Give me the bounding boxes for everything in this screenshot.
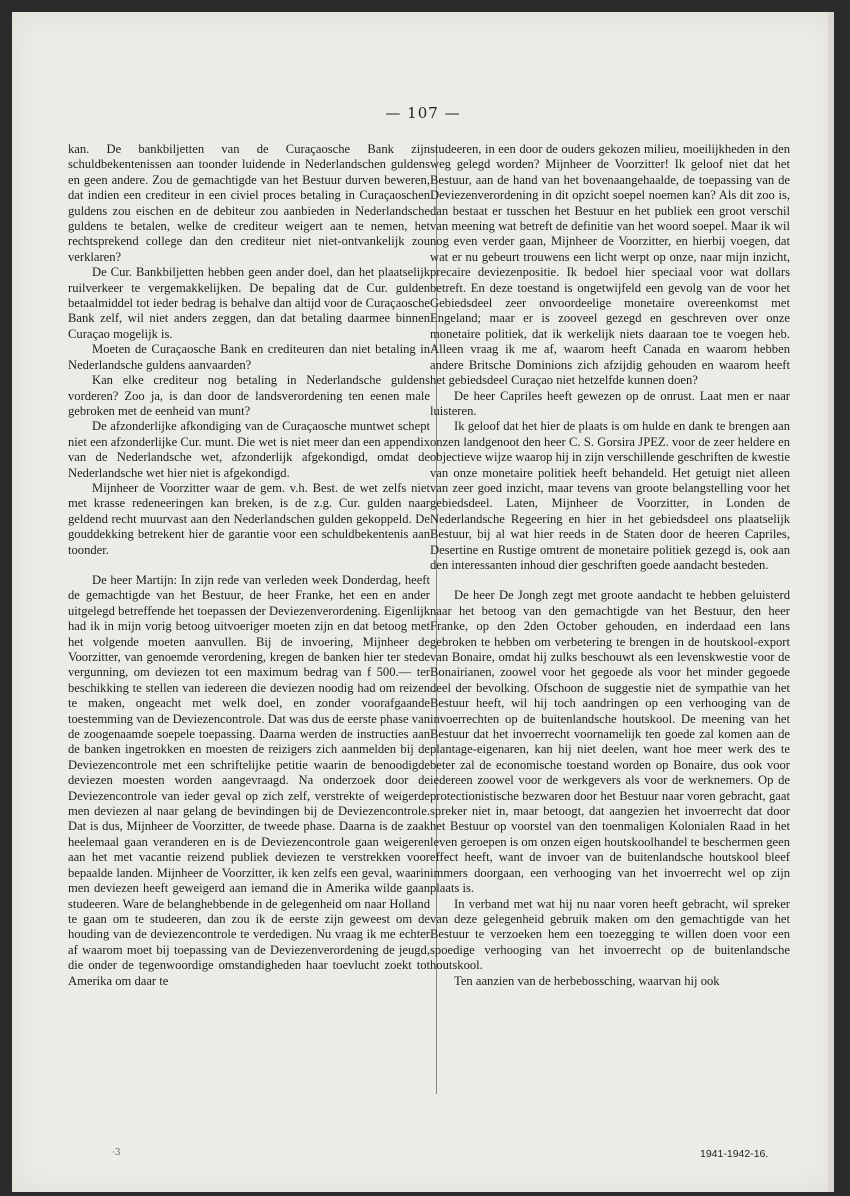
footer-reference: 1941-1942-16. [700, 1148, 769, 1160]
paragraph: studeeren, in een door de ouders gekozen milieu, moeilijkheden in den weg gelegd worden? Mijnheer de Voorzitter! Ik geloof niet dat het Bestuur, aan de hand van het bovenaangehaalde, de toepassing van de Deviezenverordening in dit opzicht soepel noemen kan? Als dit zoo is, dan bestaat er tusschen het Bestuur en het publiek een groot verschil van meening wat betreft de definitie van het woord soepel. Maar ik wil nog even verder gaan, Mijnheer de Voorzitter, en hierbij voegen, dat wat er nu gebeurt trouwens een licht werpt op onze, naar mijn inzicht, precaire deviezenpositie. Ik bedoel hier speciaal voor wat dollars betreft. En deze toestand is ongetwijfeld een gevolg van de voor het Gebiedsdeel zeer onvoordeelige monetaire overeenkomst met Engeland; maar er is zooveel gezegd en geschreven over onze monetaire politiek, dat ik werkelijk niets daaraan toe te voegen heb. Alleen vraag ik me af, waarom heeft Canada en waarom hebben andere Britsche Dominions zich afzijdig gehouden en waarom heeft het gebiedsdeel Curaçao niet hetzelfde kunnen doen? [430, 142, 790, 388]
paragraph: De heer Capriles heeft gewezen op de onrust. Laat men er naar luisteren. [430, 388, 790, 418]
paragraph: De heer De Jongh zegt met groote aandacht te hebben geluisterd naar het betoog van den gemachtigde van het Bestuur, den heer Franke, op den 2den October gehouden, en inderdaad een lans gebroken te hebben om verbetering te brengen in de houtskool-export van Bonaire, omdat hij zulks beschouwt als een levenskwestie voor de Bonairianen, zoowel voor het gegoede als voor het minder gegoede deel der bevolking. Ofschoon de suggestie niet de sympathie van het Bestuur heeft, wil hij toch aandringen op een verhooging van de invoerrechten op de buitenlandsche houtskool. De meening van het Bestuur dat het invoerrecht voornamelijk ten goede zal komen aan de plantage-eigenaren, kan hij niet deelen, want hoe meer werk des te beter zal de economische toestand worden op Bonaire, dus ook voor iedereen zoowel voor de werkgevers als voor de werknemers. Op de protectionistische bezwaren door het Bestuur naar voren gebracht, gaat spreker niet in, maar betoogt, dat aangezien het invoerrecht dat door het Bestuur op voorstel van den toenmaligen Kolonialen Raad in het leven geroepen is om onzen eigen houtskoolhandel te beschermen geen effect heeft, want de invoer van de buitenlandsche houtskool bleef immers doorgaan, een verhooging van het invoerrecht wel op zijn plaats is. [430, 588, 790, 896]
corner-mark: ·3 [112, 1148, 121, 1158]
paragraph: Ik geloof dat het hier de plaats is om hulde en dank te brengen aan onzen landgenoot den heer C. S. Gorsira JPEZ. voor de zeer heldere en objectieve wijze waarop hij in zijn verschillende geschriften de kwestie van onze monetaire politiek heeft behandeld. Het getuigt niet alleen van zeer goed inzicht, maar tevens van groote belangstelling voor het gebiedsdeel. Laten, Mijnheer de Voorzitter, in Londen de Nederlandsche Regeering en hier in het gebiedsdeel ons plaatselijk Bestuur, bij al wat hier reeds in de Staten door de heeren Capriles, Desertine en Rustige omtrent de monetaire politiek gezegd is, ook aan den interessanten inhoud dier geschriften goede aandacht besteden. [430, 419, 790, 572]
page-number: — 107 — [385, 104, 461, 122]
paragraph: Kan elke crediteur nog betaling in Nederlandsche guldens vorderen? Zoo ja, is dan door de landsverordening ten eenen male gebroken met de eenheid van munt? [68, 373, 430, 418]
paragraph: Ten aanzien van de herbebossching, waarvan hij ook [454, 973, 720, 988]
paragraph: In verband met wat hij nu naar voren heeft gebracht, wil spreker van deze gelegenheid gebruik maken om den gemachtigde van het Bestuur te verzoeken hem een toezegging te willen doen voor een spoedige verhooging van het invoerrecht op de buitenlandsche houtskool. [430, 896, 790, 973]
right-column [430, 142, 790, 989]
paragraph: De afzonderlijke afkondiging van de Curaçaosche muntwet schept niet een afzonderlijke Cur. munt. Die wet is niet meer dan een appendix van de Nederlandsche wet, afzonderlijk afgekondigd, omdat de Nederlandsche wet hier niet is afgekondigd. [68, 419, 430, 480]
paragraph: Moeten de Curaçaosche Bank en crediteuren dan niet betaling in Nederlandsche guldens aanvaarden? [68, 342, 430, 372]
document-page [12, 12, 834, 1192]
left-column [68, 142, 430, 989]
paragraph: De Cur. Bankbiljetten hebben geen ander doel, dan het plaatselijk ruilverkeer te vergemakkelijken. De bepaling dat de Cur. gulden betaalmiddel tot ieder bedrag is behalve dan altijd voor de Curaçaosche Bank zelf, wil niet anders zeggen, dan dat betaling daarmee binnen Curaçao mogelijk is. [68, 265, 430, 341]
page-edge [828, 12, 834, 1192]
paragraph: De heer Martijn: In zijn rede van verleden week Donderdag, heeft de gemachtigde van het Bestuur, de heer Franke, het een en ander uitgelegd betreffende het toepassen der Deviezenverordening. Eigenlijk had ik in mijn vorig betoog uitvoeriger moeten zijn en dat betoog met het volgende moeten aanvullen. Bij de invoering, Mijnheer de Voorzitter, van genoemde verordening, kregen de banken hier ter stede vergunning, om deviezen tot een maximum bedrag van f 500.— ter beschikking te stellen van iedereen die deviezen noodig had om reizen te maken, ongeacht met welk doel, en zonder voorafgaande toestemming van de Deviezencontrole. Dat was dus de eerste phase van de zoogenaamde soepele toepassing. Daarna werden de instructies aan de banken ingetrokken en moesten de reizigers zich aanmelden bij de Deviezencontrole met een schriftelijke petitie waarin de benoodigde deviezen moesten worden aangevraagd. Na onderzoek door de Deviezencontrole van ieder geval op zich zelf, verstrekte of weigerde men deviezen al naar gelang de bevindingen bij de Deviezencontrole. Dat is dus, Mijnheer de Voorzitter, de tweede phase. Daarna is de zaak heelemaal gaan veranderen en is de Deviezencontrole gaan weigeren aan het met vacantie reizend publiek deviezen te verstrekken voor bepaalde landen. Mijnheer de Voorzitter, ik ken zelfs een geval, waarin men deviezen heeft geweigerd aan iemand die in Amerika wilde gaan studeeren. Ware de belanghebbende in de gelegenheid om naar Holland te gaan om te studeeren, dan zou ik de eerste zijn geweest om de houding van de deviezencontrole te verdedigen. Nu vraag ik me echter af waarom moet bij toepassing van de Deviezenverordening de jeugd, die onder de tegenwoordige omstandigheden haar toevlucht zoekt tot Amerika om daar te [68, 572, 430, 988]
paragraph: kan. De bankbiljetten van de Curaçaosche Bank zijn schuldbekentenissen aan toonder luidende in Nederlandschen guldens en geen andere. Zou de gemachtigde van het Bestuur durven beweren, dat indien een crediteur in een civiel proces betaling in Curaçaoschen guldens zou eischen en de debiteur zou aanbieden in Nederlandsche guldens te betalen, welke de crediteur weigert aan te nemen, het rechtsprekend college dan den crediteur niet niet-ontvankelijk zou verklaren? [68, 142, 430, 264]
paragraph: Mijnheer de Voorzitter waar de gem. v.h. Best. de wet zelfs niet met krasse redeneeringen kan breken, is de z.g. Cur. gulden naar geldend recht muurvast aan den Nederlandschen gulden gekoppeld. De gouddekking betrekent hier de garantie voor een schuldbekentenis aan toonder. [68, 480, 430, 557]
